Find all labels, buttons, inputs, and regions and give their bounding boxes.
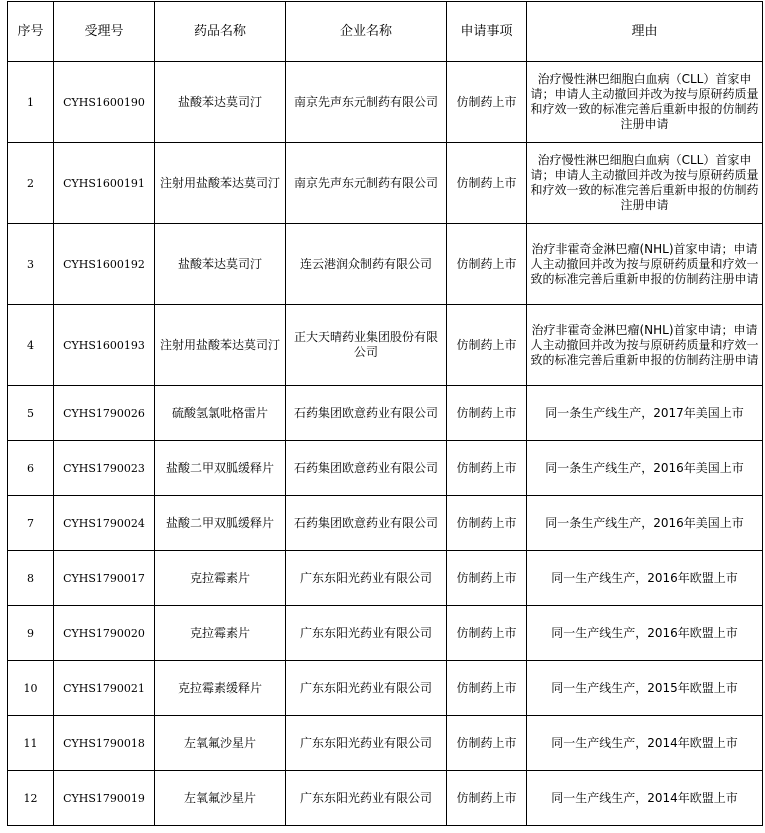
cell-drug-name: 盐酸苯达莫司汀	[155, 62, 286, 143]
cell-acceptance-no: CYHS1600190	[54, 62, 155, 143]
cell-reason: 同一生产线生产，2015年欧盟上市	[527, 661, 763, 716]
table-row	[8, 551, 763, 606]
cell-seq: 6	[8, 441, 54, 496]
cell-acceptance-no: CYHS1790017	[54, 551, 155, 606]
cell-reason: 治疗非霍奇金淋巴瘤(NHL)首家申请；申请人主动撤回并改为按与原研药质量和疗效一致的标准完善后重新申报的仿制药注册申请	[527, 224, 763, 305]
table-row	[8, 224, 763, 305]
cell-application-matter: 仿制药上市	[447, 62, 527, 143]
cell-seq: 3	[8, 224, 54, 305]
cell-seq: 7	[8, 496, 54, 551]
cell-seq: 10	[8, 661, 54, 716]
cell-acceptance-no: CYHS1790023	[54, 441, 155, 496]
cell-company-name: 广东东阳光药业有限公司	[286, 551, 447, 606]
cell-drug-name: 注射用盐酸苯达莫司汀	[155, 143, 286, 224]
cell-application-matter: 仿制药上市	[447, 606, 527, 661]
cell-drug-name: 盐酸苯达莫司汀	[155, 224, 286, 305]
cell-application-matter: 仿制药上市	[447, 441, 527, 496]
cell-reason: 治疗慢性淋巴细胞白血病（CLL）首家申请；申请人主动撤回并改为按与原研药质量和疗效一致的标准完善后重新申报的仿制药注册申请	[527, 62, 763, 143]
cell-company-name: 石药集团欧意药业有限公司	[286, 441, 447, 496]
table-header-row	[8, 2, 763, 62]
cell-company-name: 广东东阳光药业有限公司	[286, 606, 447, 661]
cell-acceptance-no: CYHS1790018	[54, 716, 155, 771]
table-row	[8, 386, 763, 441]
cell-acceptance-no: CYHS1600192	[54, 224, 155, 305]
cell-company-name: 正大天晴药业集团股份有限公司	[286, 305, 447, 386]
cell-application-matter: 仿制药上市	[447, 386, 527, 441]
cell-acceptance-no: CYHS1790019	[54, 771, 155, 826]
cell-application-matter: 仿制药上市	[447, 224, 527, 305]
cell-drug-name: 克拉霉素缓释片	[155, 661, 286, 716]
table-row	[8, 661, 763, 716]
table-row	[8, 441, 763, 496]
cell-company-name: 石药集团欧意药业有限公司	[286, 386, 447, 441]
header-company-name: 企业名称	[286, 2, 447, 62]
drug-application-table	[7, 1, 763, 826]
cell-acceptance-no: CYHS1790026	[54, 386, 155, 441]
table-row	[8, 771, 763, 826]
cell-seq: 12	[8, 771, 54, 826]
cell-seq: 4	[8, 305, 54, 386]
table-row	[8, 62, 763, 143]
cell-seq: 2	[8, 143, 54, 224]
cell-seq: 11	[8, 716, 54, 771]
cell-reason: 同一生产线生产，2016年欧盟上市	[527, 551, 763, 606]
cell-company-name: 连云港润众制药有限公司	[286, 224, 447, 305]
header-acceptance-no: 受理号	[54, 2, 155, 62]
cell-seq: 9	[8, 606, 54, 661]
cell-drug-name: 克拉霉素片	[155, 551, 286, 606]
cell-drug-name: 硫酸氢氯吡格雷片	[155, 386, 286, 441]
cell-seq: 1	[8, 62, 54, 143]
cell-acceptance-no: CYHS1790024	[54, 496, 155, 551]
cell-company-name: 石药集团欧意药业有限公司	[286, 496, 447, 551]
cell-drug-name: 左氧氟沙星片	[155, 771, 286, 826]
cell-reason: 同一条生产线生产，2016年美国上市	[527, 496, 763, 551]
cell-seq: 8	[8, 551, 54, 606]
cell-seq: 5	[8, 386, 54, 441]
table-row	[8, 606, 763, 661]
cell-application-matter: 仿制药上市	[447, 551, 527, 606]
cell-application-matter: 仿制药上市	[447, 661, 527, 716]
cell-reason: 同一条生产线生产，2016年美国上市	[527, 441, 763, 496]
cell-drug-name: 注射用盐酸苯达莫司汀	[155, 305, 286, 386]
cell-acceptance-no: CYHS1600193	[54, 305, 155, 386]
cell-application-matter: 仿制药上市	[447, 716, 527, 771]
cell-company-name: 广东东阳光药业有限公司	[286, 661, 447, 716]
cell-application-matter: 仿制药上市	[447, 143, 527, 224]
table-row	[8, 143, 763, 224]
cell-company-name: 南京先声东元制药有限公司	[286, 143, 447, 224]
cell-reason: 治疗慢性淋巴细胞白血病（CLL）首家申请；申请人主动撤回并改为按与原研药质量和疗效一致的标准完善后重新申报的仿制药注册申请	[527, 143, 763, 224]
cell-company-name: 南京先声东元制药有限公司	[286, 62, 447, 143]
table-row	[8, 305, 763, 386]
cell-drug-name: 盐酸二甲双胍缓释片	[155, 496, 286, 551]
cell-acceptance-no: CYHS1600191	[54, 143, 155, 224]
cell-reason: 同一生产线生产，2014年欧盟上市	[527, 771, 763, 826]
cell-reason: 治疗非霍奇金淋巴瘤(NHL)首家申请；申请人主动撤回并改为按与原研药质量和疗效一致的标准完善后重新申报的仿制药注册申请	[527, 305, 763, 386]
cell-drug-name: 左氧氟沙星片	[155, 716, 286, 771]
header-reason: 理由	[527, 2, 763, 62]
table-row	[8, 496, 763, 551]
cell-application-matter: 仿制药上市	[447, 305, 527, 386]
cell-acceptance-no: CYHS1790021	[54, 661, 155, 716]
cell-reason: 同一条生产线生产，2017年美国上市	[527, 386, 763, 441]
table-row	[8, 716, 763, 771]
cell-reason: 同一生产线生产，2016年欧盟上市	[527, 606, 763, 661]
cell-company-name: 广东东阳光药业有限公司	[286, 716, 447, 771]
cell-acceptance-no: CYHS1790020	[54, 606, 155, 661]
cell-reason: 同一生产线生产，2014年欧盟上市	[527, 716, 763, 771]
cell-application-matter: 仿制药上市	[447, 496, 527, 551]
cell-company-name: 广东东阳光药业有限公司	[286, 771, 447, 826]
header-application-matter: 申请事项	[447, 2, 527, 62]
header-seq: 序号	[8, 2, 54, 62]
header-drug-name: 药品名称	[155, 2, 286, 62]
cell-drug-name: 盐酸二甲双胍缓释片	[155, 441, 286, 496]
cell-application-matter: 仿制药上市	[447, 771, 527, 826]
cell-drug-name: 克拉霉素片	[155, 606, 286, 661]
